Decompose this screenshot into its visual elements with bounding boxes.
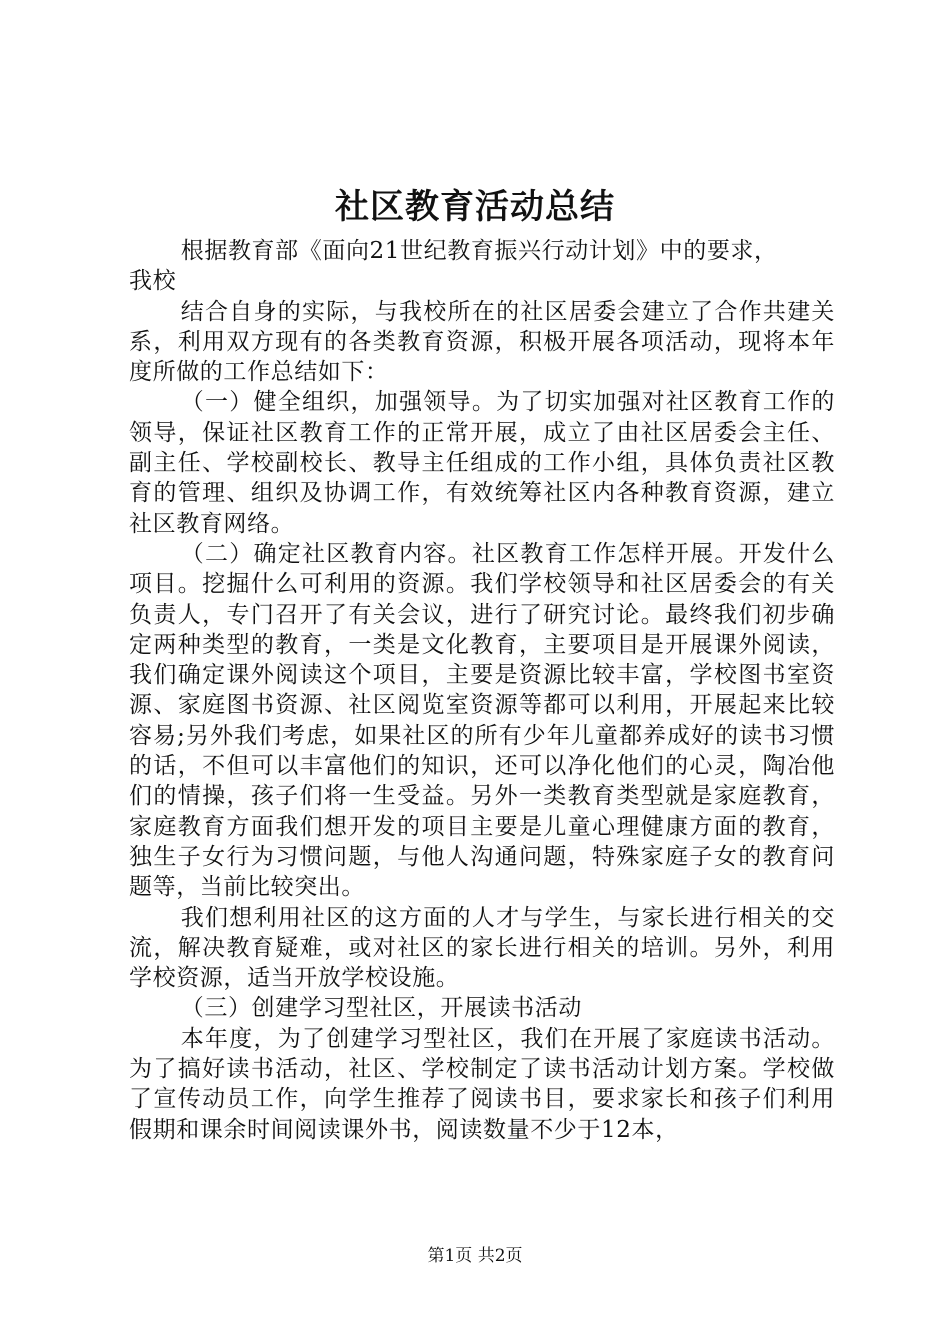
paragraph: （二）确定社区教育内容。社区教育工作怎样开展。开发什么项目。挖掘什么可利用的资源。我们学校领导和社区居委会的有关负责人，专门召开了有关会议，进行了研究讨论。最终我们初步确定两种类型的教育，一类是文化教育，主要项目是开展课外阅读，我们确定课外阅读这个项目，主要是资源比较丰富，学校图书室资源、家庭图书资源、社区阅览室资源等都可以利用，开展起来比较容易;另外我们考虑，如果社区的所有少年儿童都养成好的读书习惯的话，不但可以丰富他们的知识，还可以净化他们的心灵，陶冶他们的情操，孩子们将一生受益。另外一类教育类型就是家庭教育，家庭教育方面我们想开发的项目主要是儿童心理健康方面的教育，独生子女行为习惯问题，与他人沟通问题，特殊家庭子女的教育问题等，当前比较突出。	[129, 540, 835, 901]
paragraph: 结合自身的实际，与我校所在的社区居委会建立了合作共建关系，利用双方现有的各类教育资源，积极开展各项活动，现将本年度所做的工作总结如下：	[129, 298, 835, 386]
document-title: 社区教育活动总结	[335, 187, 615, 227]
paragraph: 本年度，为了创建学习型社区，我们在开展了家庭读书活动。为了搞好读书活动，社区、学校制定了读书活动计划方案。学校做了宣传动员工作，向学生推荐了阅读书目，要求家长和孩子们利用假期和课余时间阅读课外书，阅读数量不少于12本，	[129, 1025, 835, 1143]
document-body	[129, 236, 835, 1145]
paragraph: （一）健全组织，加强领导。为了切实加强对社区教育工作的领导，保证社区教育工作的正常开展，成立了由社区居委会主任、副主任、学校副校长、教导主任组成的工作小组，具体负责社区教育的管理、组织及协调工作，有效统筹社区内各种教育资源，建立社区教育网络。	[129, 389, 835, 537]
paragraph: （三）创建学习型社区，开展读书活动	[180, 995, 582, 1022]
paragraph: 根据教育部《面向21世纪教育振兴行动计划》中的要求，	[180, 238, 778, 264]
paragraph: 我们想利用社区的这方面的人才与学生，与家长进行相关的交流，解决教育疑难，或对社区的家长进行相关的培训。另外，利用学校资源，适当开放学校设施。	[129, 904, 835, 992]
paragraph: 我校	[129, 268, 177, 295]
page-footer: 第1页 共2页	[427, 1246, 523, 1266]
